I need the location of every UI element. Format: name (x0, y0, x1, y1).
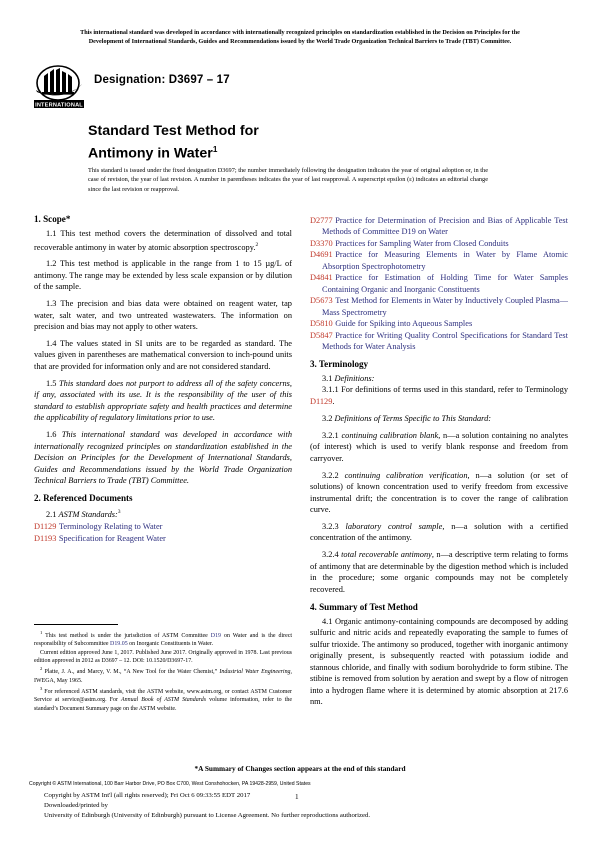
standard-id[interactable]: D5847 (310, 330, 333, 340)
list-item[interactable] (310, 330, 568, 353)
footnote-text: on Inorganic Constituents in Water. (127, 641, 214, 648)
para-text: Organic antimony-containing compounds are decomposed by adding sulfuric and nitric acids and repeatedly evaporating the sample to fumes of sulfur trioxide. The antimony so produced, together with inorganic antimony originally present, is subsequently reacted with potassium iodide and stannous chloride, and finally with sodium borohydride to form stibine. The stibine is removed from solution by aeration and swept by a flow of nitrogen into a hydrogen flame where it is determined by atomic absorption at 217.6 nm. (310, 616, 568, 706)
para-text: This international standard was developed in accordance with internationally recognized principles on standardization established in the Decision on Principles for the Development of International Standards, Guides and Recommendations issued by the World Trade Organization Technical Barriers to Trade (TBT) Committee. (34, 430, 292, 485)
para-text-end: . (332, 396, 335, 406)
para-text: This standard does not purport to address all of the safety concerns, if any, associated with its use. It is the responsibility of the user of this standard to establish appropriate safety and health practices and determine the applicability of regulatory limitations prior to use. (34, 378, 292, 423)
para-number: 1.2 (46, 259, 57, 269)
term-name: continuing calibration verification (344, 470, 468, 480)
para-label: Definitions of Terms Specific to This Standard: (334, 413, 492, 423)
para-text: The precision and bias data were obtained on reagent water, tap water, salt water, and two untreated wastewaters. The information on precision and bias may not apply to other waters. (34, 299, 292, 332)
license-line-2: Downloaded/printed by (44, 801, 108, 809)
standard-title[interactable]: Practice for Measuring Elements in Water by Flame Atomic Absorption Spectrophotometry (322, 250, 568, 271)
footnote-text: Platte, J. A., and Marcy, V. M., “A New Tool for the Water Chemist,” (44, 669, 220, 676)
paragraph-3-2-3 (310, 521, 568, 544)
para-number: 3.1.1 (322, 385, 339, 395)
license-block (44, 791, 564, 821)
standard-id[interactable]: D4691 (310, 250, 333, 260)
standard-link-d1129[interactable]: D1129 (310, 396, 333, 406)
para-number: 1.4 (46, 339, 57, 348)
subcommittee-link-d19-05[interactable]: D19.05 (110, 641, 128, 648)
para-number: 3.2.2 (322, 470, 339, 480)
designation-label: Designation: D3697 – 17 (94, 74, 230, 86)
paragraph-4-1 (310, 616, 568, 708)
footnote-edition-info: Current edition approved June 1, 2017. Published June 2017. Originally approved in 1978. Last previous edition approved in 2012 as D3697 – 12. DOI: 10.1520/D3697-17. (34, 649, 292, 665)
standard-title[interactable]: Test Method for Elements in Water by Inductively Coupled Plasma—Mass Spectrometry (322, 296, 568, 317)
tbt-banner (34, 28, 566, 47)
standard-id[interactable]: D1129 (34, 522, 57, 532)
footnote-marker: 2 (40, 666, 43, 672)
term-definition: , n—a solution containing no analytes (of interest) which is used to verify blank response and freedom from carryover. (310, 430, 569, 463)
term-name: laboratory control sample (345, 522, 443, 532)
page-number: 1 (295, 793, 299, 801)
para-number: 4.1 (322, 616, 333, 626)
paragraph-1-4 (34, 338, 292, 372)
standard-id[interactable]: D3370 (310, 238, 333, 248)
footnote-separator (34, 624, 118, 625)
list-item[interactable] (310, 295, 568, 318)
footnote-1 (34, 629, 292, 649)
standard-title[interactable]: Guide for Spiking into Aqueous Samples (335, 319, 473, 329)
license-line-1: Copyright by ASTM Int'l (all rights reserved); Fri Oct 6 09:33:55 EDT 2017 (44, 792, 251, 799)
para-number: 3.2.3 (322, 522, 339, 532)
footnote-text: on Water and is the direct responsibility of Subcommittee (34, 632, 292, 648)
term-name: total recoverable antimony (341, 550, 432, 560)
copyright-notice: Copyright © ASTM International, 100 Barr Harbor Drive, PO Box C700, West Conshohocken, PA 19428-2959, United States (29, 781, 311, 787)
para-text: The values stated in SI units are to be regarded as standard. The values given in parentheses are mathematical conversion to inch-pound units that are provided for information only and are not considered standard. (34, 339, 292, 371)
summary-of-changes-note: *A Summary of Changes section appears at the end of this standard (194, 764, 406, 773)
title-line-1: Standard Test Method for (88, 123, 259, 139)
para-text: This test method is applicable in the range from 1 to 15 µg/L of antimony. The range may be extended by less scale expansion or by dilution of the sample. (34, 259, 293, 292)
list-item[interactable] (34, 521, 292, 532)
paragraph-1-6 (34, 429, 292, 486)
tbt-banner-line-2: Development of International Standards, Guides and Recommendations issued by the World Trade Organization Technical Barriers to Trade (TBT) Committee. (88, 38, 512, 46)
standard-title[interactable]: Practice for Determination of Precision and Bias of Applicable Test Methods of Committee D19 on Water (322, 216, 568, 237)
footnote-text: This test method is under the jurisdiction of ASTM Committee (45, 632, 211, 639)
title-text: Antimony in Water (88, 145, 213, 162)
para-number: 1.1 (46, 229, 57, 239)
standard-title[interactable]: Specification for Reagent Water (58, 533, 166, 543)
standard-id[interactable]: D5673 (310, 296, 333, 306)
heading-scope: 1. Scope* (34, 214, 71, 224)
standard-title[interactable]: Practice for Writing Quality Control Specifications for Standard Test Methods for Water Analysis (322, 330, 568, 351)
footnote-text: , IWEGA, May 1965. (34, 669, 292, 684)
list-item[interactable] (310, 249, 568, 272)
paragraph-3-1 (310, 373, 568, 384)
list-item[interactable] (310, 215, 568, 238)
para-number: 3.2.1 (322, 430, 339, 440)
license-line-3: University of Edinburgh (University of Edinburgh) pursuant to License Agreement. No further reproductions authorized. (44, 811, 371, 819)
term-definition: , n—a solution with a certified concentration of the antimony. (310, 522, 569, 543)
standard-title[interactable]: Terminology Relating to Water (58, 522, 163, 532)
para-number: 1.5 (46, 378, 57, 388)
para-label: Definitions: (334, 374, 375, 384)
heading-terminology: 3. Terminology (310, 358, 369, 369)
list-item[interactable] (310, 238, 568, 249)
title-footnote-marker: 1 (212, 144, 218, 154)
svg-text:INTERNATIONAL: INTERNATIONAL (35, 102, 83, 109)
para-number: 1.3 (46, 299, 57, 309)
standard-id[interactable]: D5810 (310, 319, 333, 329)
footnote-journal-title: Industrial Water Engineering (219, 669, 291, 676)
term-definition: , n—a descriptive term relating to forms of antimony that are determinable by the digestion method which is included in the procedure; some organic compounds may not be completely recovered. (310, 550, 568, 594)
para-number: 3.2.4 (322, 550, 339, 560)
footnote-ref-3: 3 (117, 509, 121, 516)
para-number: 3.2 (322, 413, 333, 423)
term-name: continuing calibration blank (341, 430, 439, 440)
paragraph-1-3 (34, 298, 292, 332)
astm-logo-icon (34, 64, 84, 110)
paragraph-1-1 (34, 228, 292, 253)
column-right (310, 214, 568, 707)
paragraph-3-2-2 (310, 470, 568, 516)
standard-title[interactable]: Practice for Estimation of Holding Time for Water Samples Containing Organic and Inorganic Constituents (322, 273, 568, 294)
masthead (34, 64, 566, 116)
column-left (34, 214, 292, 544)
footnote-2 (34, 665, 292, 685)
paragraph-1-5 (34, 378, 292, 424)
footnote-marker: 3 (40, 686, 43, 692)
subheading-astm-standards (34, 507, 292, 520)
para-text: For definitions of terms used in this standard, refer to Terminology (341, 385, 568, 395)
standard-title[interactable]: Practices for Sampling Water from Closed Conduits (335, 238, 509, 248)
footnote-book-title: Annual Book of ASTM Standards (121, 697, 207, 704)
para-number: 2.1 (46, 509, 57, 519)
footnotes-block (34, 629, 292, 713)
heading-referenced-documents: 2. Referenced Documents (34, 492, 133, 503)
standard-id[interactable]: D4841 (310, 273, 333, 283)
referenced-standards-list-right (310, 215, 568, 352)
tbt-banner-line-1: This international standard was developed in accordance with internationally recognized principles on standardization established in the Decision on Principles for the (80, 29, 520, 36)
footnote-text: For referenced ASTM standards, visit the ASTM website, www.astm.org, or contact ASTM Customer Service at service@astm.org. For (34, 689, 292, 704)
paragraph-3-2 (310, 413, 568, 424)
subheading-label: ASTM Standards: (58, 509, 118, 519)
list-item[interactable] (310, 318, 568, 329)
page-title (88, 123, 488, 163)
committee-link-d19[interactable]: D19 (210, 632, 222, 639)
footnote-ref-2: 2 (255, 241, 259, 248)
issue-note: This standard is issued under the fixed designation D3697; the number immediately following the designation indicates the year of original adoption or, in the case of revision, the year of last revision. A number in parentheses indicates the year of last reapproval. A superscript epsilon (ε) indicates an editorial change since the last revision or reapproval. (88, 167, 488, 193)
footnote-3 (34, 685, 292, 713)
paragraph-1-2 (34, 258, 292, 292)
title-line-2 (88, 141, 488, 163)
heading-summary-of-test-method: 4. Summary of Test Method (310, 601, 418, 612)
list-item[interactable] (34, 533, 292, 544)
paragraph-3-1-1 (310, 384, 568, 407)
list-item[interactable] (310, 272, 568, 295)
footnote-marker: 1 (40, 630, 43, 635)
standard-id[interactable]: D1193 (34, 533, 57, 543)
para-number: 3.1 (322, 374, 333, 384)
para-number: 1.6 (46, 430, 57, 440)
term-definition: , n—a solution (or set of solutions) of known concentration used to verify freedom from excessive instrumental drift; the concentration is to cover the range of calibration curve. (310, 470, 568, 515)
footnote-text: volume information, refer to the standard’s Document Summary page on the ASTM website. (34, 697, 293, 712)
standard-id[interactable]: D2777 (310, 216, 333, 225)
paragraph-3-2-4 (310, 549, 568, 595)
paragraph-3-2-1 (310, 430, 568, 464)
para-text: This test method covers the determination of dissolved and total recoverable antimony in water by atomic absorption spectroscopy. (34, 229, 292, 252)
referenced-standards-list-left (34, 521, 292, 544)
